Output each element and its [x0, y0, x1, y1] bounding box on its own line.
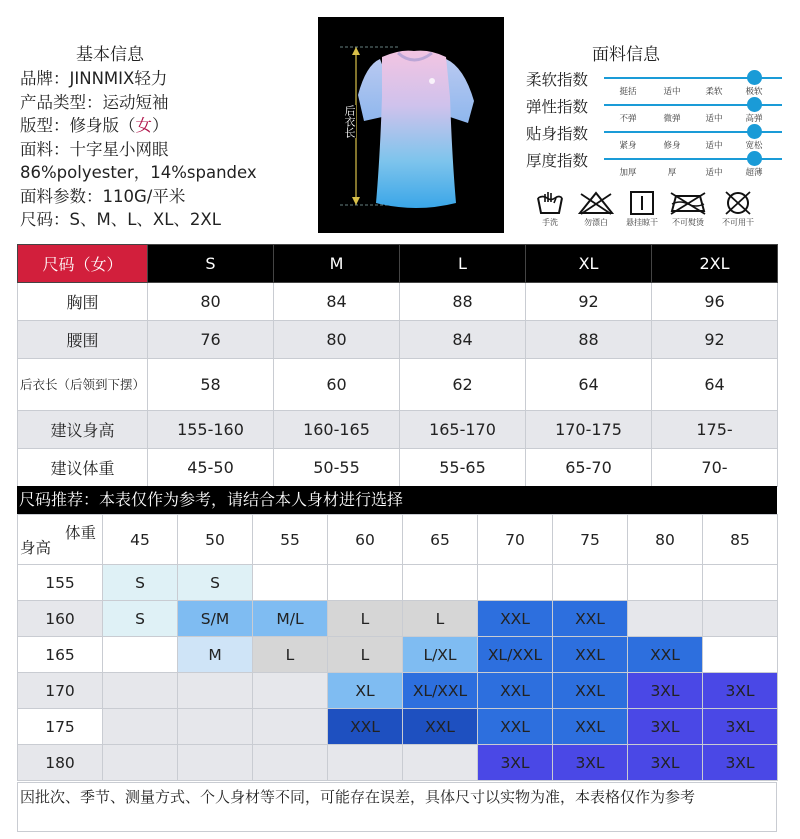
care-label: 勿漂白: [584, 218, 608, 227]
fabric-level-label: 加厚: [619, 168, 637, 178]
table-cell: 55-65: [400, 449, 526, 487]
fabric-index-row: [526, 68, 788, 96]
product-photo: [318, 17, 504, 233]
table-cell: 62: [400, 359, 526, 411]
weight-header-cell: 70: [478, 515, 553, 565]
fabric-index-row: [526, 95, 788, 123]
fabric-level-label: 适中: [705, 114, 723, 124]
size-recommend-grid: [17, 514, 778, 781]
weight-header-cell: 85: [703, 515, 778, 565]
size-recommend-cell: 3XL: [478, 745, 553, 781]
size-header-cell: S: [148, 245, 274, 283]
weight-header-cell: 50: [178, 515, 253, 565]
row-label: 建议身高: [18, 411, 148, 449]
size-recommend-cell: L: [253, 637, 328, 673]
fabric-index-knob: [747, 97, 762, 112]
size-recommend-cell: [103, 637, 178, 673]
no-bleach-icon: [577, 190, 615, 216]
size-recommend-cell: S: [178, 565, 253, 601]
size-header-cell: 2XL: [652, 245, 778, 283]
fabric-index-name: 厚度指数: [526, 152, 589, 170]
fabric-index-knob: [747, 70, 762, 85]
size-recommend-cell: XXL: [553, 673, 628, 709]
fit-suffix: ）: [152, 116, 169, 135]
fabric-level-label: 微弹: [663, 114, 681, 124]
size-recommend-cell: [628, 601, 703, 637]
care-hand-wash: [526, 190, 574, 228]
row-label: 胸围: [18, 283, 148, 321]
size-recommend-cell: XXL: [403, 709, 478, 745]
size-recommend-cell: [703, 637, 778, 673]
size-recommend-cell: L: [328, 637, 403, 673]
size-recommend-cell: XXL: [553, 601, 628, 637]
table-cell: 65-70: [526, 449, 652, 487]
table-row: [18, 359, 778, 411]
fabric-level-label: 极软: [745, 87, 763, 97]
size-recommend-cell: [103, 709, 178, 745]
size-recommend-cell: XXL: [478, 709, 553, 745]
disclaimer-note: 因批次、季节、测量方式、个人身材等不同，可能存在误差，具体尺寸以实物为准，本表格仅作为参考: [17, 782, 777, 832]
size-recommend-cell: L: [403, 601, 478, 637]
table-cell: 88: [400, 283, 526, 321]
table-cell: 155-160: [148, 411, 274, 449]
grid-row: [18, 745, 778, 781]
size-recommend-cell: XXL: [553, 709, 628, 745]
no-iron-icon: [668, 190, 708, 216]
table-cell: 80: [274, 321, 400, 359]
table-row: [18, 411, 778, 449]
size-table-header: [18, 245, 778, 283]
size-recommend-cell: [328, 745, 403, 781]
size-recommend-cell: [403, 745, 478, 781]
fabric-level-label: 高弹: [745, 114, 763, 124]
fabric-index-row: [526, 122, 788, 150]
grid-row: [18, 673, 778, 709]
fabric-level-label: 厚: [667, 168, 677, 178]
size-recommend-cell: 3XL: [703, 745, 778, 781]
table-row: [18, 449, 778, 487]
table-cell: 160-165: [274, 411, 400, 449]
table-cell: 92: [652, 321, 778, 359]
size-recommend-cell: XXL: [628, 637, 703, 673]
table-cell: 92: [526, 283, 652, 321]
fabric-index-name: 弹性指数: [526, 98, 589, 116]
corner-height-label: 身高: [20, 539, 52, 557]
fabric-level-label: 宽松: [745, 141, 763, 151]
size-recommend-cell: S/M: [178, 601, 253, 637]
size-recommend-cell: [328, 565, 403, 601]
type-line: 产品类型：运动短袖: [20, 92, 169, 112]
table-row: [18, 321, 778, 359]
table-cell: 84: [274, 283, 400, 321]
size-recommend-cell: [103, 745, 178, 781]
height-label-cell: 170: [18, 673, 103, 709]
size-recommend-cell: M: [178, 637, 253, 673]
size-recommend-cell: S: [103, 565, 178, 601]
no-dry-clean-icon: [721, 190, 755, 216]
table-cell: 64: [652, 359, 778, 411]
size-recommend-cell: XL/XXL: [478, 637, 553, 673]
fabric-level-label: 修身: [663, 141, 681, 151]
row-label: 腰围: [18, 321, 148, 359]
fabric-level-label: 不弹: [619, 114, 637, 124]
height-label-cell: 175: [18, 709, 103, 745]
size-recommend-cell: [628, 565, 703, 601]
table-cell: 58: [148, 359, 274, 411]
size-recommend-cell: XL/XXL: [403, 673, 478, 709]
fit-prefix: 版型：修身版（: [20, 116, 136, 135]
fabric-level-label: 紧身: [619, 141, 637, 151]
size-recommend-cell: 3XL: [703, 673, 778, 709]
weight-header-cell: 75: [553, 515, 628, 565]
hand-wash-icon: [535, 190, 565, 216]
fabric-level-label: 超薄: [745, 168, 763, 178]
care-no-dry-clean: [714, 190, 762, 228]
fabric-level-label: 柔软: [705, 87, 723, 97]
fabric-info-title: 面料信息: [592, 45, 660, 65]
size-recommend-cell: [253, 565, 328, 601]
size-recommend-cell: 3XL: [703, 709, 778, 745]
weight-header-cell: 55: [253, 515, 328, 565]
fabric-index-knob: [747, 151, 762, 166]
size-header-cell: XL: [526, 245, 652, 283]
size-recommend-cell: L: [328, 601, 403, 637]
back-length-label: 后衣长: [343, 105, 356, 138]
brand-line: 品牌：JINNMIX轻力: [20, 69, 168, 88]
size-recommend-cell: L/XL: [403, 637, 478, 673]
care-label: 不可熨烫: [672, 218, 704, 227]
table-cell: 84: [400, 321, 526, 359]
size-recommend-cell: [253, 673, 328, 709]
weight-header-cell: 60: [328, 515, 403, 565]
hang-dry-icon: [629, 190, 655, 216]
table-cell: 70-: [652, 449, 778, 487]
fabric-level-label: 适中: [705, 141, 723, 151]
size-recommend-cell: [253, 745, 328, 781]
size-recommend-cell: [178, 745, 253, 781]
row-label: 后衣长（后领到下摆）: [18, 359, 148, 411]
size-recommend-cell: 3XL: [628, 745, 703, 781]
table-cell: 64: [526, 359, 652, 411]
table-cell: 80: [148, 283, 274, 321]
care-hang-dry: [618, 190, 666, 228]
grid-corner: [18, 515, 103, 565]
care-no-iron: [664, 190, 712, 228]
size-recommend-cell: XXL: [553, 637, 628, 673]
size-recommend-cell: 3XL: [628, 709, 703, 745]
params-line: 面料参数：110G/平米: [20, 186, 186, 206]
height-label-cell: 160: [18, 601, 103, 637]
height-label-cell: 180: [18, 745, 103, 781]
fabric-level-label: 适中: [705, 168, 723, 178]
size-recommend-cell: [553, 565, 628, 601]
fabric-index-name: 柔软指数: [526, 71, 589, 89]
table-cell: 50-55: [274, 449, 400, 487]
size-recommend-cell: 3XL: [553, 745, 628, 781]
size-header-cell: M: [274, 245, 400, 283]
basic-info: [20, 40, 310, 232]
fabric-level-label: 适中: [663, 87, 681, 97]
height-label-cell: 165: [18, 637, 103, 673]
table-cell: 60: [274, 359, 400, 411]
basic-info-title: 基本信息: [76, 45, 144, 65]
fabric-index-knob: [747, 124, 762, 139]
size-header-cell: L: [400, 245, 526, 283]
size-recommend-cell: 3XL: [628, 673, 703, 709]
weight-header-cell: 45: [103, 515, 178, 565]
sizes-line: 尺码：S、M、L、XL、2XL: [20, 210, 221, 229]
table-cell: 45-50: [148, 449, 274, 487]
fabric-index-name: 贴身指数: [526, 125, 589, 143]
weight-header-cell: 80: [628, 515, 703, 565]
fit-gender: 女: [135, 116, 152, 135]
fabric-level-label: 挺括: [619, 87, 637, 97]
table-cell: 165-170: [400, 411, 526, 449]
grid-row: [18, 565, 778, 601]
size-recommend-cell: [178, 709, 253, 745]
table-cell: 170-175: [526, 411, 652, 449]
size-recommend-cell: [178, 673, 253, 709]
size-recommend-cell: M/L: [253, 601, 328, 637]
size-recommend-cell: [703, 601, 778, 637]
fit-line: [20, 114, 310, 138]
composition-line: 86%polyester，14%spandex: [20, 163, 257, 182]
table-cell: 76: [148, 321, 274, 359]
table-cell: 96: [652, 283, 778, 321]
size-recommend-cell: [253, 709, 328, 745]
table-cell: 88: [526, 321, 652, 359]
row-label: 建议体重: [18, 449, 148, 487]
size-header-cell: 尺码（女）: [18, 245, 148, 283]
size-recommend-cell: XXL: [478, 601, 553, 637]
size-recommend-cell: XL: [328, 673, 403, 709]
grid-row: [18, 709, 778, 745]
grid-row: [18, 601, 778, 637]
care-label: 悬挂晾干: [626, 218, 658, 227]
size-recommend-cell: [703, 565, 778, 601]
corner-weight-label: 体重: [64, 524, 96, 542]
table-row: [18, 283, 778, 321]
care-label: 不可用干: [722, 218, 754, 227]
size-recommend-cell: XXL: [478, 673, 553, 709]
recommend-title: 尺码推荐：本表仅作为参考，请结合本人身材进行选择: [17, 486, 777, 514]
size-recommend-cell: XXL: [328, 709, 403, 745]
table-cell: 175-: [652, 411, 778, 449]
size-recommend-cell: [403, 565, 478, 601]
grid-row: [18, 637, 778, 673]
height-label-cell: 155: [18, 565, 103, 601]
size-recommend-cell: S: [103, 601, 178, 637]
weight-header-cell: 65: [403, 515, 478, 565]
size-recommend-cell: [478, 565, 553, 601]
size-table: [17, 244, 778, 487]
grid-header-row: [18, 515, 778, 565]
fabric-index-row: [526, 149, 788, 177]
size-recommend-cell: [103, 673, 178, 709]
fabric-line: 面料：十字星小网眼: [20, 139, 169, 159]
care-no-bleach: [572, 190, 620, 228]
care-label: 手洗: [542, 218, 558, 227]
